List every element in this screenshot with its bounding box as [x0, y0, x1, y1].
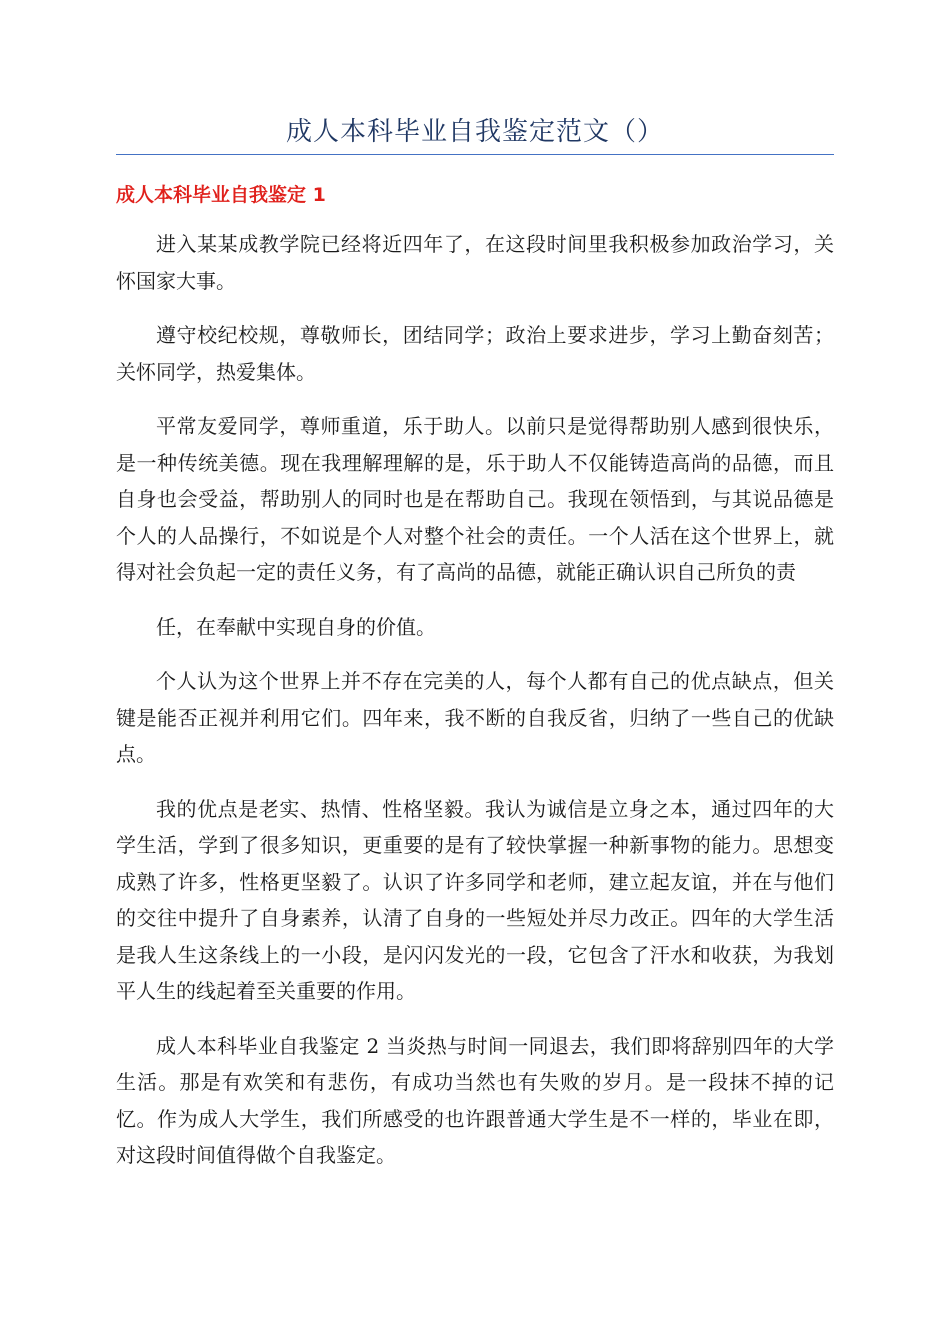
- title-underline: [116, 154, 834, 155]
- paragraph-3: 平常友爱同学，尊师重道，乐于助人。以前只是觉得帮助别人感到很快乐，是一种传统美德。现在我理解理解的是，乐于助人不仅能铸造高尚的品德，而且自身也会受益，帮助别人的同时也是在帮助自己。我现在领悟到，与其说品德是个人的人品操行，不如说是个人对整个社会的责任。一个人活在这个世界上，就得对社会负起一定的责任义务，有了高尚的品德，就能正确认识自己所负的责: [116, 414, 834, 584]
- paragraph-4: 任，在奉献中实现自身的价值。: [156, 614, 436, 639]
- document-title: 成人本科毕业自我鉴定范文（）: [285, 117, 664, 147]
- section-heading: 成人本科毕业自我鉴定 1: [116, 184, 326, 206]
- paragraph-2: 遵守校纪校规，尊敬师长，团结同学；政治上要求进步，学习上勤奋刻苦；关怀同学，热爱集体。: [116, 323, 834, 384]
- paragraph-1: 进入某某成教学院已经将近四年了，在这段时间里我积极参加政治学习，关怀国家大事。: [116, 232, 834, 293]
- body-text: [116, 226, 834, 1192]
- paragraph-6: 我的优点是老实、热情、性格坚毅。我认为诚信是立身之本，通过四年的大学生活，学到了很多知识，更重要的是有了较快掌握一种新事物的能力。思想变成熟了许多，性格更坚毅了。认识了许多同学和老师，建立起友谊，并在与他们的交往中提升了自身素养，认清了自身的一些短处并尽力改正。四年的大学生活是我人生这条线上的一小段，是闪闪发光的一段，它包含了汗水和收获，为我划平人生的线起着至关重要的作用。: [116, 796, 834, 1003]
- paragraph-7: 成人本科毕业自我鉴定 2 当炎热与时间一同退去，我们即将辞别四年的大学生活。那是有欢笑和有悲伤，有成功当然也有失败的岁月。是一段抹不掉的记忆。作为成人大学生，我们所感受的也许跟普通大学生是不一样的，毕业在即，对这段时间值得做个自我鉴定。: [116, 1033, 834, 1167]
- paragraph-5: 个人认为这个世界上并不存在完美的人，每个人都有自己的优点缺点，但关键是能否正视并利用它们。四年来，我不断的自我反省，归纳了一些自己的优缺点。: [116, 669, 834, 766]
